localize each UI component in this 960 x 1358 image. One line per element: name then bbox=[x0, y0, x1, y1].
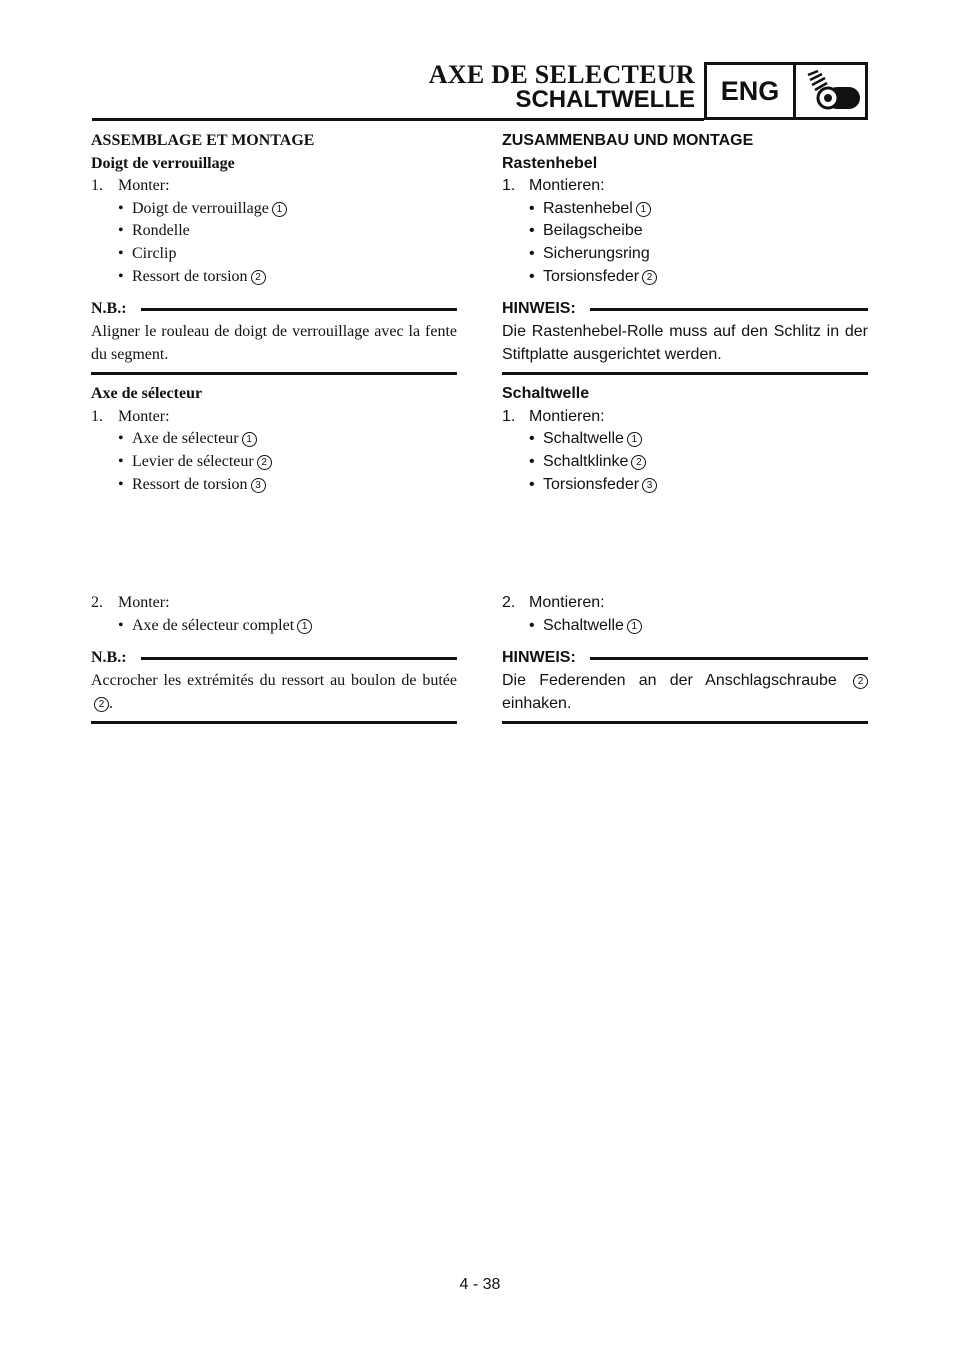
note-box bbox=[91, 647, 457, 724]
list-item: • Rastenhebel 1 bbox=[502, 198, 868, 221]
list-item: • Doigt de verrouillage 1 bbox=[91, 198, 457, 221]
note-label: N.B.: bbox=[91, 649, 127, 667]
column-french bbox=[91, 130, 457, 732]
callout-number: 1 bbox=[297, 619, 312, 634]
page-header bbox=[0, 0, 960, 125]
note-box bbox=[502, 647, 868, 724]
list-item: • Schaltwelle 1 bbox=[502, 428, 868, 451]
list-item: • Torsionsfeder 3 bbox=[502, 474, 868, 497]
column-german bbox=[502, 130, 868, 732]
list-item: • Sicherungsring bbox=[529, 244, 650, 262]
note-label: HINWEIS: bbox=[502, 300, 576, 318]
subsection-heading: Axe de sélecteur bbox=[91, 385, 203, 403]
callout-number: 3 bbox=[642, 478, 657, 493]
section-heading: ASSEMBLAGE ET MONTAGE bbox=[91, 132, 315, 149]
note-box bbox=[91, 298, 457, 375]
subsection-heading: Doigt de verrouillage bbox=[91, 154, 235, 172]
step-item: 2. Montieren: bbox=[502, 594, 605, 612]
callout-number: 2 bbox=[631, 455, 646, 470]
callout-number: 2 bbox=[642, 270, 657, 285]
step-item: 1. Montieren: bbox=[502, 177, 605, 195]
subsection-heading: Schaltwelle bbox=[502, 385, 590, 403]
wrench-tool-icon bbox=[796, 65, 865, 117]
page-number: 4 - 38 bbox=[459, 1276, 501, 1293]
list-item: • Levier de sélecteur 2 bbox=[91, 451, 457, 474]
section-heading: ZUSAMMENBAU UND MONTAGE bbox=[502, 132, 754, 149]
page-title-de: SCHALTWELLE bbox=[515, 86, 695, 113]
step-item: 2. Monter: bbox=[91, 594, 170, 612]
note-label: HINWEIS: bbox=[502, 649, 576, 667]
page-title-fr: AXE DE SELECTEUR bbox=[428, 60, 695, 89]
subsection-heading: Rastenhebel bbox=[502, 154, 598, 172]
list-item: • Schaltwelle 1 bbox=[502, 615, 868, 638]
section-badge-label: ENG bbox=[707, 65, 796, 117]
callout-number: 1 bbox=[242, 432, 257, 447]
callout-number: 2 bbox=[853, 674, 868, 689]
list-item: • Torsionsfeder 2 bbox=[502, 266, 868, 289]
list-item: • Rondelle bbox=[118, 222, 190, 240]
section-badge bbox=[704, 62, 868, 120]
callout-number: 1 bbox=[627, 619, 642, 634]
note-box bbox=[502, 298, 868, 375]
note-text: Die Rastenhebel-Rolle muss auf den Schlitz in der Stiftplatte ausgerichtet werden. bbox=[502, 323, 868, 364]
step-item: 1. Monter: bbox=[91, 177, 170, 195]
list-item: • Axe de sélecteur 1 bbox=[91, 428, 457, 451]
callout-number: 2 bbox=[251, 270, 266, 285]
callout-number: 2 bbox=[257, 455, 272, 470]
header-rule bbox=[92, 118, 704, 121]
list-item: • Ressort de torsion 3 bbox=[91, 474, 457, 497]
note-text: Aligner le rouleau de doigt de verrouillage avec la fente du segment. bbox=[91, 323, 457, 364]
list-item: • Schaltklinke 2 bbox=[502, 451, 868, 474]
list-item: • Beilagscheibe bbox=[529, 222, 643, 240]
note-text: Accrocher les extrémités du ressort au boulon de butée 2 . bbox=[91, 672, 457, 713]
callout-number: 1 bbox=[627, 432, 642, 447]
list-item: • Ressort de torsion 2 bbox=[91, 266, 457, 289]
note-label: N.B.: bbox=[91, 300, 127, 318]
callout-number: 1 bbox=[272, 202, 287, 217]
callout-number: 3 bbox=[251, 478, 266, 493]
list-item: • Axe de sélecteur complet 1 bbox=[91, 615, 457, 638]
step-item: 1. Monter: bbox=[91, 407, 170, 425]
callout-number: 2 bbox=[94, 697, 109, 712]
step-item: 1. Montieren: bbox=[502, 407, 605, 425]
callout-number: 1 bbox=[636, 202, 651, 217]
list-item: • Circlip bbox=[118, 244, 177, 262]
note-text: Die Federenden an der Anschlagschraube 2 einhaken. bbox=[502, 669, 868, 715]
